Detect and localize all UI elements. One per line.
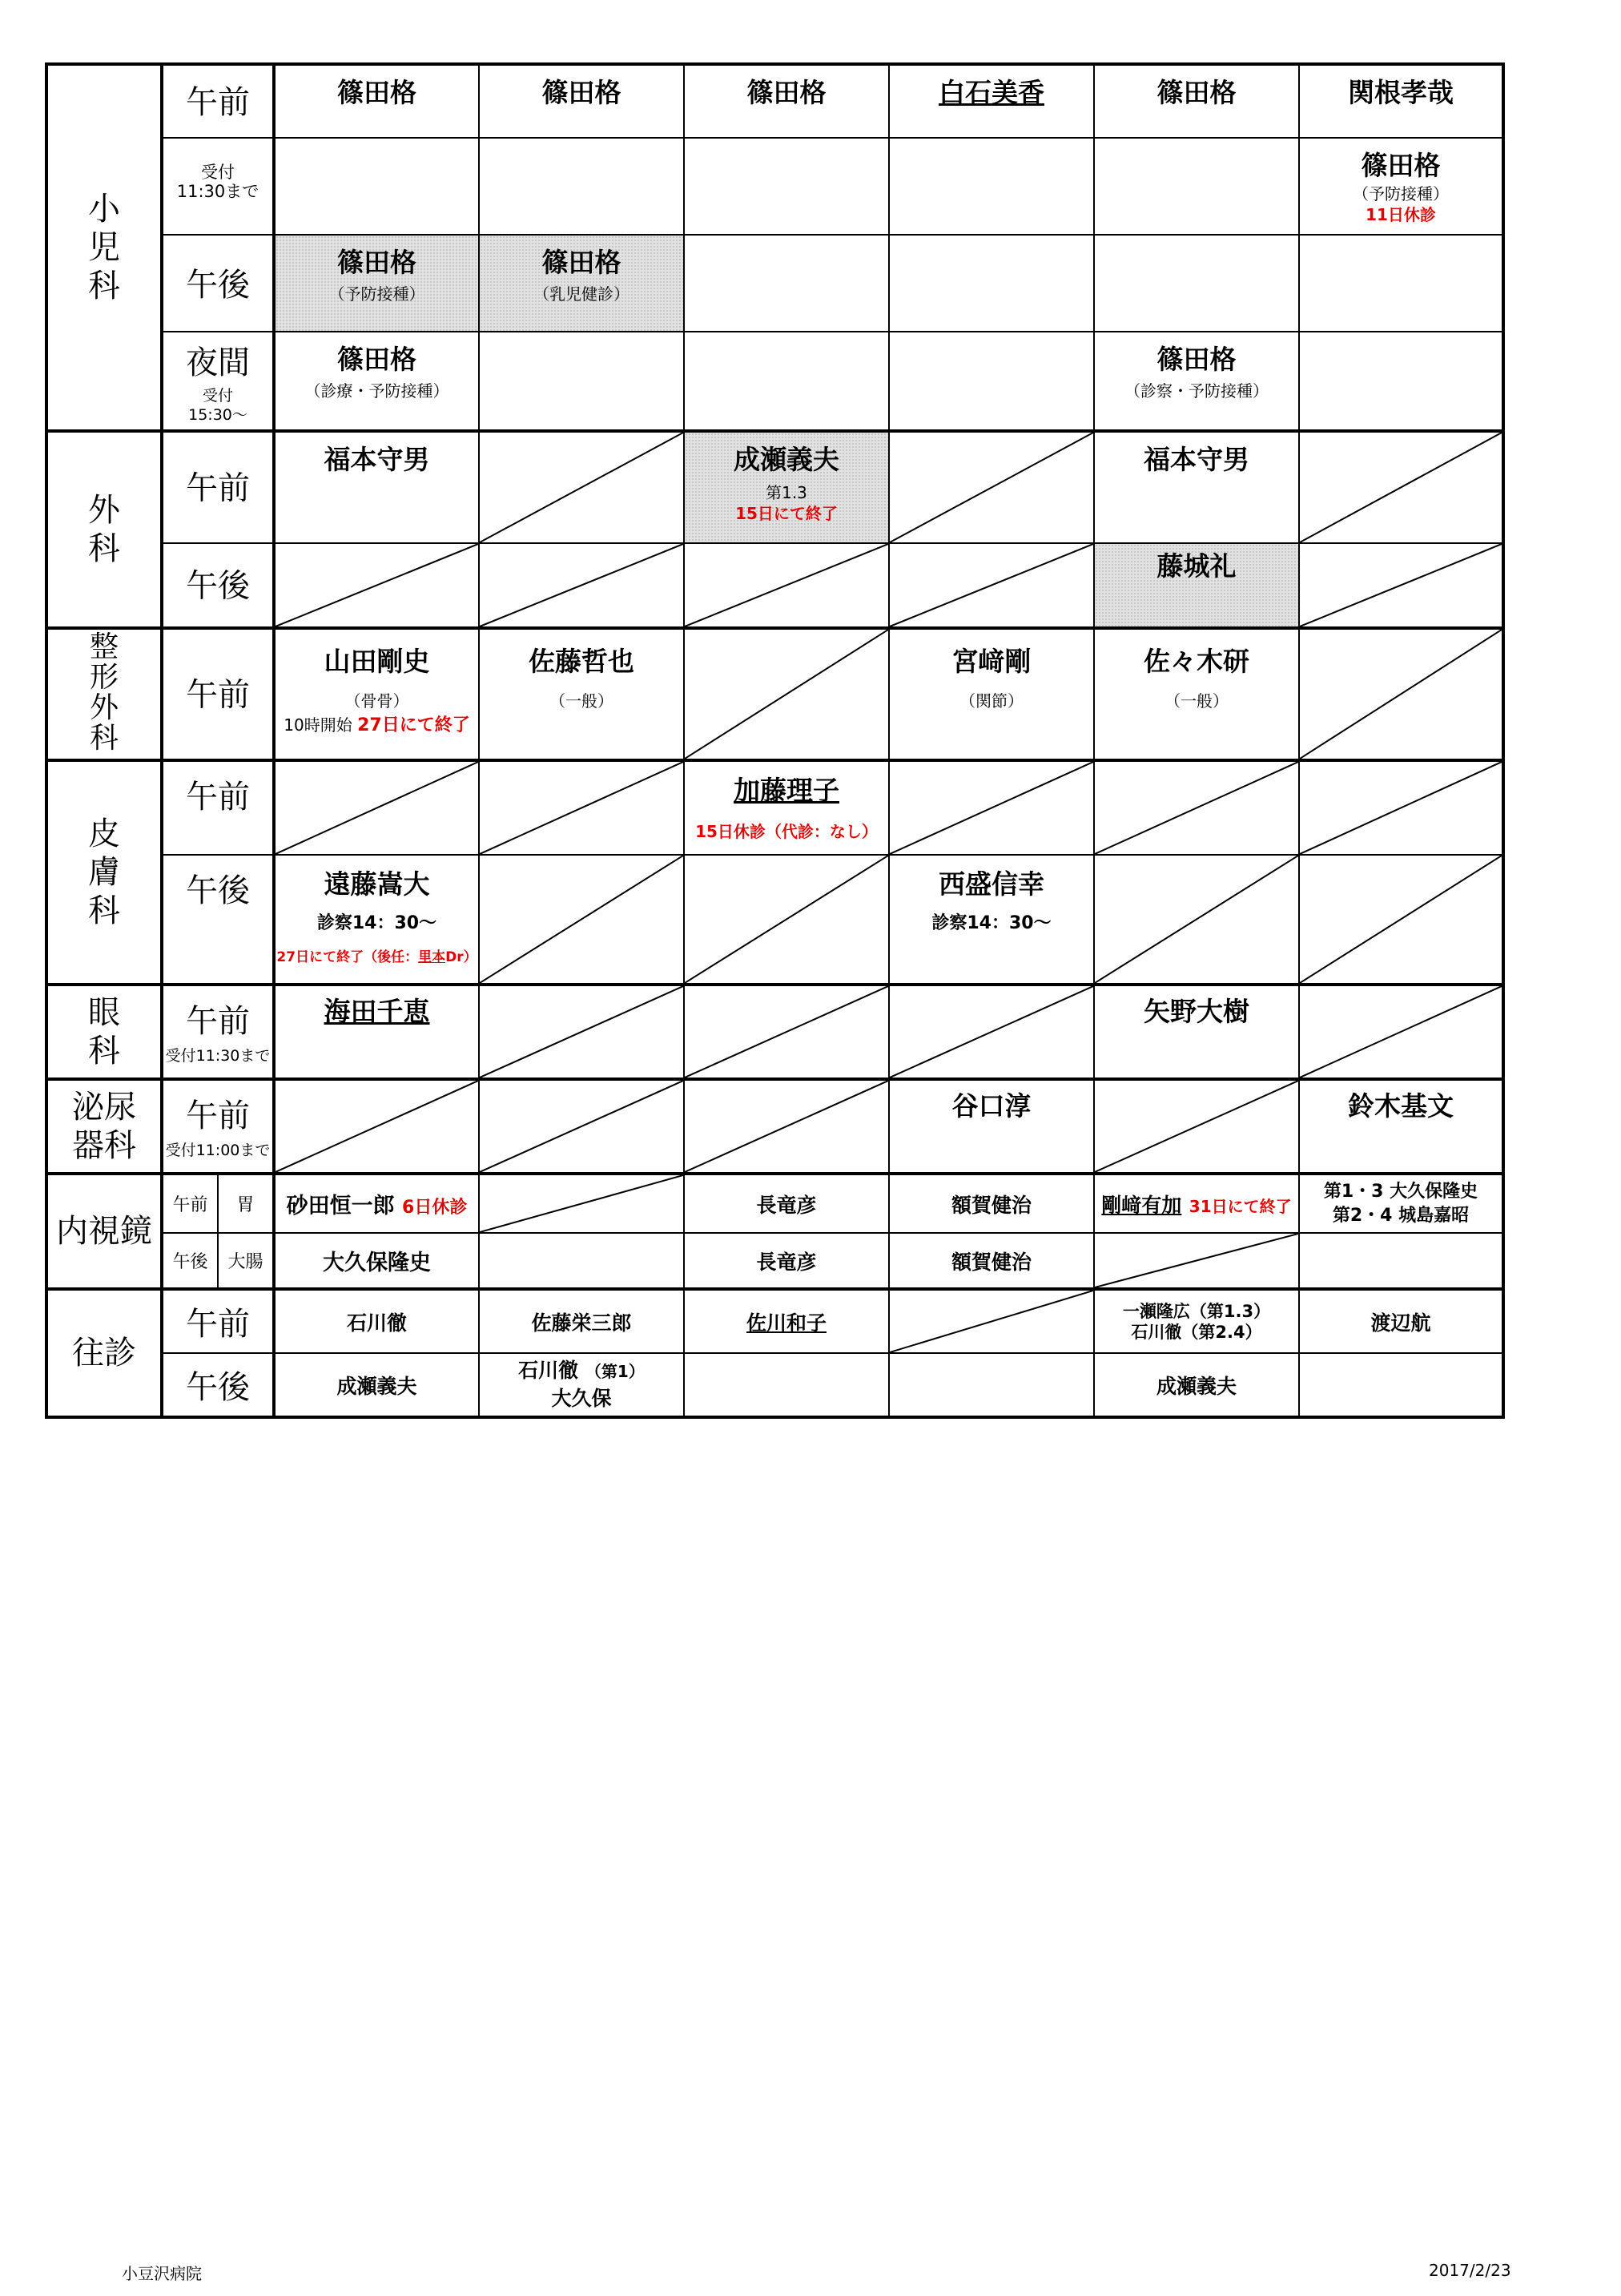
unavailable-slash	[480, 1081, 683, 1172]
derm-am-wed: 加藤理子 15日休診（代診：なし）	[684, 760, 889, 855]
surg-am-mon: 福本守男	[274, 431, 479, 543]
slash-line	[480, 856, 683, 983]
period-am: 午前	[162, 64, 274, 138]
home-pm-tue-1-note: （第1）	[585, 1362, 645, 1381]
slash-line	[276, 1081, 478, 1172]
unavailable-slash	[276, 1081, 478, 1172]
surg-am-sat	[1299, 431, 1503, 543]
surg-pm-tue	[479, 543, 684, 628]
slash-line	[1095, 762, 1298, 854]
surg-pm-wed	[684, 543, 889, 628]
ped-am2-tue	[479, 138, 684, 235]
ortho-wed	[684, 628, 889, 760]
home-am-sat: 渡辺航	[1299, 1289, 1503, 1353]
ped-am-tue: 篠田格	[479, 64, 684, 138]
slash-line	[480, 1081, 683, 1172]
ortho-thu: 宮﨑剛 （関節）	[889, 628, 1094, 760]
unavailable-slash	[1300, 433, 1502, 542]
slash-line	[685, 630, 888, 759]
derm-am-fri	[1094, 760, 1299, 855]
slash-line	[890, 1291, 1093, 1352]
surg-pm-fri: 藤城礼	[1094, 543, 1299, 628]
home-am-wed: 佐川和子	[684, 1289, 889, 1353]
ped-pm-mon: 篠田格 （予防接種）	[274, 235, 479, 332]
oph-thu	[889, 985, 1094, 1079]
uro-mon	[274, 1079, 479, 1174]
ped-am-fri: 篠田格	[1094, 64, 1299, 138]
slash-line	[1095, 1234, 1298, 1287]
surg-am-tue	[479, 431, 684, 543]
dept-ophthalmology: 眼科	[46, 985, 162, 1079]
uro-am-label: 午前 受付11:00まで	[162, 1079, 274, 1174]
surg-pm-thu	[889, 543, 1094, 628]
footer-hospital: 小豆沢病院	[122, 2264, 202, 2283]
slash-line	[1095, 1081, 1298, 1172]
home-am-tue: 佐藤栄三郎	[479, 1289, 684, 1353]
ped-night-thu	[889, 332, 1094, 431]
derm-red-c: Dr）	[445, 949, 477, 965]
slash-line	[1300, 630, 1502, 759]
unavailable-slash	[890, 986, 1093, 1078]
unavailable-slash	[1300, 986, 1502, 1078]
slash-line	[480, 986, 683, 1078]
derm-pm-wed	[684, 855, 889, 985]
ped-reception: 受付 11:30まで	[162, 138, 274, 235]
ped-night-tue	[479, 332, 684, 431]
slash-line	[480, 544, 683, 626]
unavailable-slash	[480, 433, 683, 542]
derm-red-b: 里本	[418, 949, 446, 965]
unavailable-slash	[890, 1291, 1093, 1352]
ped-night-fri: 篠田格 （診察・予防接種）	[1094, 332, 1299, 431]
endo-am-type: 胃	[218, 1174, 274, 1233]
unavailable-slash	[1095, 856, 1298, 983]
ped-night-wed	[684, 332, 889, 431]
endo-pm-tue	[479, 1233, 684, 1289]
endo-pm-sat	[1299, 1233, 1503, 1289]
oph-fri: 矢野大樹	[1094, 985, 1299, 1079]
endo-am-wed: 長竜彦	[684, 1174, 889, 1233]
slash-line	[1300, 544, 1502, 626]
derm-am-mon	[274, 760, 479, 855]
unavailable-slash	[480, 544, 683, 626]
endo-pm-mon: 大久保隆史	[274, 1233, 479, 1289]
ped-pm-sat	[1299, 235, 1503, 332]
unavailable-slash	[480, 1175, 683, 1232]
derm-pm-mon: 遠藤嵩大 診察14：30～ 27日にて終了（後任：里本Dr）	[274, 855, 479, 985]
unavailable-slash	[890, 762, 1093, 854]
derm-am-label: 午前	[162, 760, 274, 855]
ped-am2-fri	[1094, 138, 1299, 235]
dept-dermatology: 皮膚科	[46, 760, 162, 985]
slash-line	[1300, 762, 1502, 854]
endo-pm-type: 大腸	[218, 1233, 274, 1289]
home-am-thu	[889, 1289, 1094, 1353]
derm-am-tue	[479, 760, 684, 855]
home-pm-thu	[889, 1353, 1094, 1417]
derm-am-thu	[889, 760, 1094, 855]
uro-tue	[479, 1079, 684, 1174]
unavailable-slash	[1095, 1234, 1298, 1287]
dept-urology: 泌尿器科	[46, 1079, 162, 1174]
ortho-mon-red: 27日にて終了	[357, 715, 470, 735]
ped-night-mon: 篠田格 （診療・予防接種）	[274, 332, 479, 431]
derm-red-a: 27日にて終了（後任：	[276, 949, 419, 965]
ped-am2-wed	[684, 138, 889, 235]
surg-am-thu	[889, 431, 1094, 543]
slash-line	[480, 1175, 683, 1232]
ortho-tue: 佐藤哲也 （一般）	[479, 628, 684, 760]
unavailable-slash	[685, 1081, 888, 1172]
period-night: 夜間 受付 15:30～	[162, 332, 274, 431]
ped-pm-tue: 篠田格 （乳児健診）	[479, 235, 684, 332]
oph-wed	[684, 985, 889, 1079]
derm-am-sat	[1299, 760, 1503, 855]
home-pm-label: 午後	[162, 1353, 274, 1417]
home-am-fri: 一瀬隆広（第1.3） 石川徹（第2.4）	[1094, 1289, 1299, 1353]
surg-am-fri: 福本守男	[1094, 431, 1299, 543]
unavailable-slash	[685, 630, 888, 759]
unavailable-slash	[480, 856, 683, 983]
ped-pm-thu	[889, 235, 1094, 332]
slash-line	[480, 433, 683, 542]
ped-night-sat	[1299, 332, 1503, 431]
ped-pm-fri	[1094, 235, 1299, 332]
surg-pm-sat	[1299, 543, 1503, 628]
endo-pm-thu: 額賀健治	[889, 1233, 1094, 1289]
endo-am-mon-red: 6日休診	[402, 1198, 468, 1218]
endo-am-fri-red: 31日にて終了	[1189, 1196, 1292, 1216]
uro-thu: 谷口淳	[889, 1079, 1094, 1174]
endo-pm-fri	[1094, 1233, 1299, 1289]
unavailable-slash	[480, 986, 683, 1078]
unavailable-slash	[1095, 762, 1298, 854]
ortho-fri: 佐々木研 （一般）	[1094, 628, 1299, 760]
endo-am-label: 午前	[162, 1174, 218, 1233]
ped-am-thu: 白石美香	[889, 64, 1094, 138]
unavailable-slash	[1300, 630, 1502, 759]
oph-am-label: 午前 受付11:30まで	[162, 985, 274, 1079]
home-pm-mon: 成瀬義夫	[274, 1353, 479, 1417]
endo-am-fri: 剛﨑有加 31日にて終了	[1094, 1174, 1299, 1233]
footer-date: 2017/2/23	[1429, 2261, 1511, 2280]
home-pm-fri: 成瀬義夫	[1094, 1353, 1299, 1417]
unavailable-slash	[685, 856, 888, 983]
schedule-table	[45, 62, 1505, 1419]
endo-pm-label: 午後	[162, 1233, 218, 1289]
slash-line	[1095, 856, 1298, 983]
dept-orthopedics: 整形外科	[46, 628, 162, 760]
home-am-mon: 石川徹	[274, 1289, 479, 1353]
home-am-label: 午前	[162, 1289, 274, 1353]
unavailable-slash	[890, 433, 1093, 542]
dept-pediatrics: 小児科	[46, 64, 162, 431]
ped-am2-thu	[889, 138, 1094, 235]
slash-line	[890, 433, 1093, 542]
slash-line	[890, 544, 1093, 626]
derm-pm-fri	[1094, 855, 1299, 985]
oph-mon: 海田千恵	[274, 985, 479, 1079]
slash-line	[276, 544, 478, 626]
home-pm-tue-1: 石川徹	[518, 1359, 579, 1382]
home-pm-sat	[1299, 1353, 1503, 1417]
dept-homecare: 往診	[46, 1289, 162, 1417]
endo-am-mon: 砂田恒一郎 6日休診	[274, 1174, 479, 1233]
ped-pm-wed	[684, 235, 889, 332]
period-pm: 午後	[162, 235, 274, 332]
derm-pm-thu: 西盛信幸 診察14：30～	[889, 855, 1094, 985]
unavailable-slash	[1300, 544, 1502, 626]
slash-line	[685, 1081, 888, 1172]
ortho-mon-start: 10時開始	[284, 715, 352, 735]
unavailable-slash	[276, 762, 478, 854]
endo-am-thu: 額賀健治	[889, 1174, 1094, 1233]
oph-sat	[1299, 985, 1503, 1079]
slash-line	[890, 986, 1093, 1078]
slash-line	[685, 986, 888, 1078]
unavailable-slash	[1095, 1081, 1298, 1172]
ped-am2-sat: 篠田格 （予防接種） 11日休診	[1299, 138, 1503, 235]
ortho-mon: 山田剛史 （骨骨） 10時開始 27日にて終了	[274, 628, 479, 760]
unavailable-slash	[1300, 856, 1502, 983]
derm-pm-tue	[479, 855, 684, 985]
uro-fri	[1094, 1079, 1299, 1174]
surgery-am-label: 午前	[162, 431, 274, 543]
ortho-am-label: 午前	[162, 628, 274, 760]
home-pm-tue: 石川徹 （第1） 大久保	[479, 1353, 684, 1417]
slash-line	[890, 762, 1093, 854]
oph-tue	[479, 985, 684, 1079]
ortho-sat	[1299, 628, 1503, 760]
endo-am-sat: 第1・3 大久保隆史 第2・4 城島嘉昭	[1299, 1174, 1503, 1233]
slash-line	[685, 544, 888, 626]
unavailable-slash	[890, 544, 1093, 626]
surg-am-wed: 成瀬義夫 第1.3 15日にて終了	[684, 431, 889, 543]
ped-am2-mon	[274, 138, 479, 235]
endo-pm-wed: 長竜彦	[684, 1233, 889, 1289]
uro-wed	[684, 1079, 889, 1174]
unavailable-slash	[1300, 762, 1502, 854]
slash-line	[480, 762, 683, 854]
endo-am-tue	[479, 1174, 684, 1233]
unavailable-slash	[276, 544, 478, 626]
derm-pm-label: 午後	[162, 855, 274, 985]
home-pm-wed	[684, 1353, 889, 1417]
slash-line	[276, 762, 478, 854]
dept-surgery: 外科	[46, 431, 162, 628]
dept-endoscopy: 内視鏡	[46, 1174, 162, 1289]
unavailable-slash	[685, 544, 888, 626]
unavailable-slash	[480, 762, 683, 854]
uro-sat: 鈴木基文	[1299, 1079, 1503, 1174]
slash-line	[1300, 856, 1502, 983]
derm-pm-sat	[1299, 855, 1503, 985]
ped-am-sat: 関根孝哉	[1299, 64, 1503, 138]
slash-line	[1300, 986, 1502, 1078]
unavailable-slash	[685, 986, 888, 1078]
slash-line	[1300, 433, 1502, 542]
ped-am-mon: 篠田格	[274, 64, 479, 138]
surgery-pm-label: 午後	[162, 543, 274, 628]
ped-am-wed: 篠田格	[684, 64, 889, 138]
surg-pm-mon	[274, 543, 479, 628]
slash-line	[685, 856, 888, 983]
